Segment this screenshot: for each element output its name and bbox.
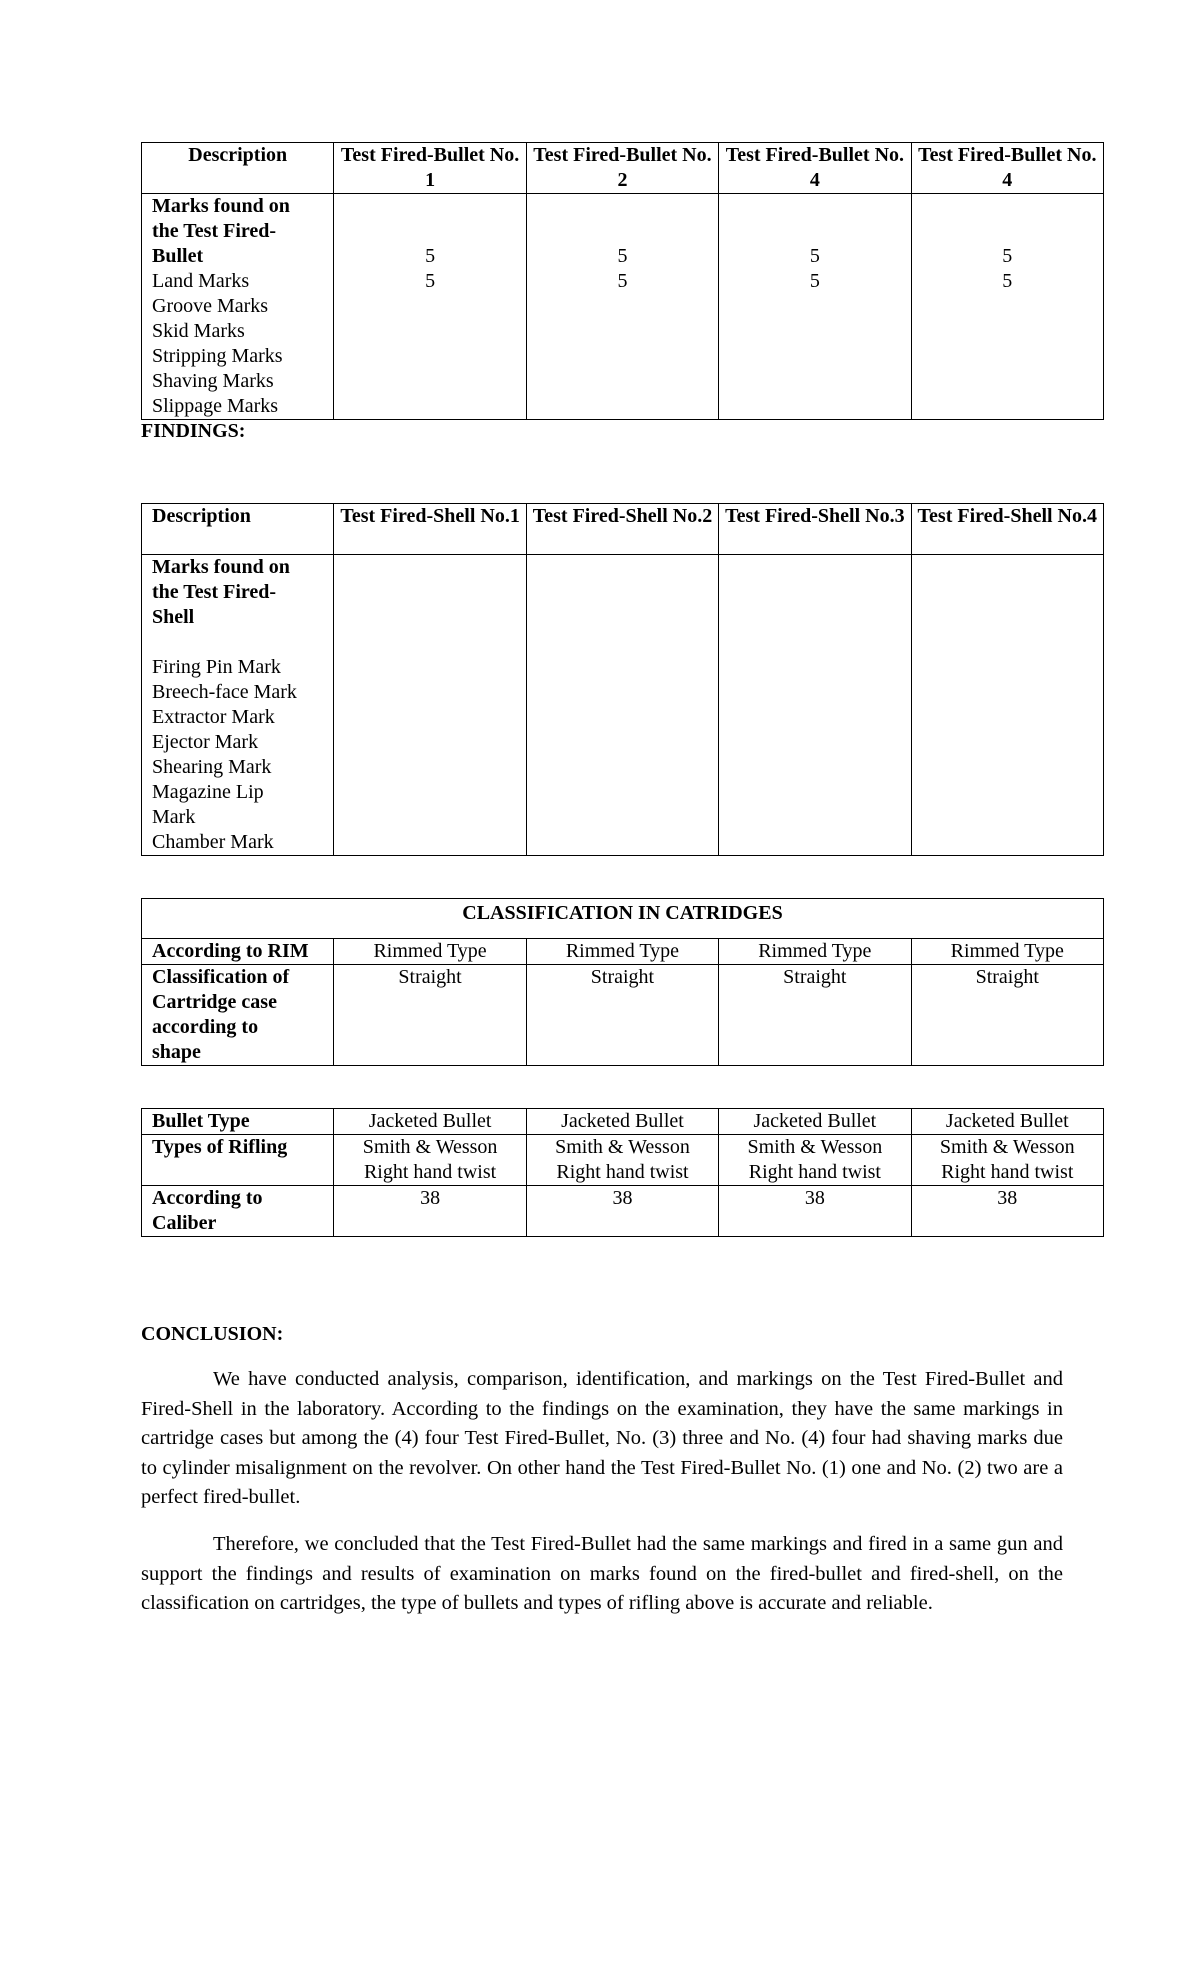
mark-item: Breech-face Mark bbox=[152, 681, 297, 703]
mark-item: Skid Marks bbox=[152, 320, 245, 342]
header-description: Description bbox=[142, 143, 334, 194]
header-shell-4: Test Fired-Shell No.4 bbox=[911, 504, 1103, 555]
value-cell: 5 bbox=[425, 270, 436, 292]
bullet-type-value: Jacketed Bullet bbox=[526, 1109, 718, 1135]
rifling-value bbox=[719, 1135, 911, 1186]
shell-3-values bbox=[719, 555, 911, 856]
bullet-1-values bbox=[334, 194, 526, 420]
rim-value: Rimmed Type bbox=[526, 939, 718, 965]
mark-item: Slippage Marks bbox=[152, 395, 279, 417]
mark-item: Mark bbox=[152, 806, 196, 828]
rim-value: Rimmed Type bbox=[911, 939, 1104, 965]
rim-label: According to RIM bbox=[142, 939, 334, 965]
mark-item: Extractor Mark bbox=[152, 706, 275, 728]
classification-title-row bbox=[142, 899, 1104, 939]
rifling-line: Right hand twist bbox=[556, 1161, 689, 1183]
rifling-value bbox=[911, 1135, 1103, 1186]
rim-value: Rimmed Type bbox=[719, 939, 911, 965]
mark-item: Firing Pin Mark bbox=[152, 656, 281, 678]
rim-value: Rimmed Type bbox=[334, 939, 526, 965]
caliber-label-line: According to bbox=[152, 1187, 263, 1209]
mark-item: Groove Marks bbox=[152, 295, 269, 317]
header-shell-2: Test Fired-Shell No.2 bbox=[526, 504, 718, 555]
bullet-marks-header-row bbox=[142, 143, 1104, 194]
shape-label-line: Cartridge case bbox=[152, 991, 277, 1013]
marks-heading-line: Marks found on bbox=[152, 195, 290, 217]
bullet-marks-body-row bbox=[142, 194, 1104, 420]
mark-item: Magazine Lip bbox=[152, 781, 264, 803]
mark-item: Stripping Marks bbox=[152, 345, 283, 367]
bullet-type-value: Jacketed Bullet bbox=[911, 1109, 1103, 1135]
shape-value: Straight bbox=[719, 965, 911, 1066]
shell-marks-description-cell bbox=[142, 555, 334, 856]
conclusion-paragraph-2: Therefore, we concluded that the Test Fired-Bullet had the same markings and fired in a same gun and support the findings and results of examination on marks found on the fired-bullet and fired-shell, on the classification on cartridges, the type of bullets and types of rifling above is accurate and reliable. bbox=[141, 1533, 1063, 1614]
shell-1-values bbox=[334, 555, 526, 856]
caliber-label-line: Caliber bbox=[152, 1212, 217, 1234]
bullet-4-values bbox=[911, 194, 1103, 420]
bullet-type-row bbox=[142, 1109, 1104, 1135]
shell-marks-body-row bbox=[142, 555, 1104, 856]
rifling-line: Right hand twist bbox=[748, 1161, 881, 1183]
bullet-2-values bbox=[526, 194, 718, 420]
mark-item: Shearing Mark bbox=[152, 756, 272, 778]
bullet-type-value: Jacketed Bullet bbox=[719, 1109, 911, 1135]
header-shell-3: Test Fired-Shell No.3 bbox=[719, 504, 911, 555]
header-bullet-2: Test Fired-Bullet No. 2 bbox=[526, 143, 718, 194]
conclusion-paragraph-1: We have conducted analysis, comparison, identification, and markings on the Test Fired-Bullet and Fired-Shell in the laboratory. According to the findings on the examination, they have the same markings in cartridge cases but among the (4) four Test Fired-Bullet, No. (3) three and No. (4) four had shaving marks due to cylinder misalignment on the revolver. On other hand the Test Fired-Bullet No. (1) one and No. (2) two are a perfect fired-bullet. bbox=[141, 1368, 1063, 1508]
findings-label: FINDINGS: bbox=[141, 420, 246, 442]
spacer bbox=[152, 630, 333, 655]
rifling-line: Smith & Wesson bbox=[362, 1136, 498, 1158]
classification-table bbox=[141, 898, 1104, 1066]
shape-value: Straight bbox=[911, 965, 1104, 1066]
rifling-value bbox=[526, 1135, 718, 1186]
shape-value: Straight bbox=[526, 965, 718, 1066]
value-cell: 5 bbox=[809, 270, 820, 292]
caliber-value: 38 bbox=[911, 1186, 1103, 1237]
value-cell: 5 bbox=[425, 245, 436, 267]
shape-label-line: Classification of bbox=[152, 966, 290, 988]
shell-marks-header-row bbox=[142, 504, 1104, 555]
rim-row bbox=[142, 939, 1104, 965]
shape-value: Straight bbox=[334, 965, 526, 1066]
shape-label-line: according to bbox=[152, 1016, 259, 1038]
caliber-value: 38 bbox=[526, 1186, 718, 1237]
caliber-value: 38 bbox=[719, 1186, 911, 1237]
bullet-type-table bbox=[141, 1108, 1104, 1237]
header-description: Description bbox=[142, 504, 334, 555]
shell-marks-table bbox=[141, 503, 1104, 856]
caliber-value: 38 bbox=[334, 1186, 526, 1237]
marks-heading-line: the Test Fired- bbox=[152, 581, 277, 603]
mark-item: Ejector Mark bbox=[152, 731, 259, 753]
caliber-label bbox=[142, 1186, 334, 1237]
shape-label bbox=[142, 965, 334, 1066]
rifling-line: Smith & Wesson bbox=[747, 1136, 883, 1158]
rifling-value bbox=[334, 1135, 526, 1186]
marks-heading-line: Marks found on bbox=[152, 556, 290, 578]
shape-label-line: shape bbox=[152, 1041, 201, 1063]
bullet-type-label: Bullet Type bbox=[142, 1109, 334, 1135]
rifling-label: Types of Rifling bbox=[142, 1135, 334, 1186]
value-cell: 5 bbox=[617, 270, 628, 292]
mark-item: Chamber Mark bbox=[152, 831, 274, 853]
value-cell: 5 bbox=[617, 245, 628, 267]
classification-title: CLASSIFICATION IN CATRIDGES bbox=[142, 899, 1104, 939]
shell-2-values bbox=[526, 555, 718, 856]
value-cell: 5 bbox=[1002, 270, 1013, 292]
rifling-line: Right hand twist bbox=[363, 1161, 497, 1183]
bullet-marks-description-cell bbox=[142, 194, 334, 420]
caliber-row bbox=[142, 1186, 1104, 1237]
marks-heading-line: Bullet bbox=[152, 245, 204, 267]
shell-4-values bbox=[911, 555, 1103, 856]
rifling-line: Smith & Wesson bbox=[555, 1136, 690, 1158]
mark-item: Shaving Marks bbox=[152, 370, 274, 392]
header-bullet-1: Test Fired-Bullet No. 1 bbox=[334, 143, 526, 194]
marks-heading-line: Shell bbox=[152, 606, 195, 628]
mark-item: Land Marks bbox=[152, 270, 250, 292]
rifling-line: Smith & Wesson bbox=[939, 1136, 1075, 1158]
value-cell: 5 bbox=[1002, 245, 1013, 267]
rifling-row bbox=[142, 1135, 1104, 1186]
rifling-line: Right hand twist bbox=[941, 1161, 1074, 1183]
header-shell-1: Test Fired-Shell No.1 bbox=[334, 504, 526, 555]
bullet-3-values bbox=[719, 194, 911, 420]
conclusion-title: CONCLUSION: bbox=[141, 1323, 284, 1345]
marks-heading-line: the Test Fired- bbox=[152, 220, 277, 242]
bullet-type-value: Jacketed Bullet bbox=[334, 1109, 526, 1135]
value-cell: 5 bbox=[809, 245, 820, 267]
header-bullet-3: Test Fired-Bullet No. 4 bbox=[719, 143, 911, 194]
shape-row bbox=[142, 965, 1104, 1066]
header-bullet-4: Test Fired-Bullet No. 4 bbox=[911, 143, 1103, 194]
bullet-marks-table bbox=[141, 142, 1104, 420]
